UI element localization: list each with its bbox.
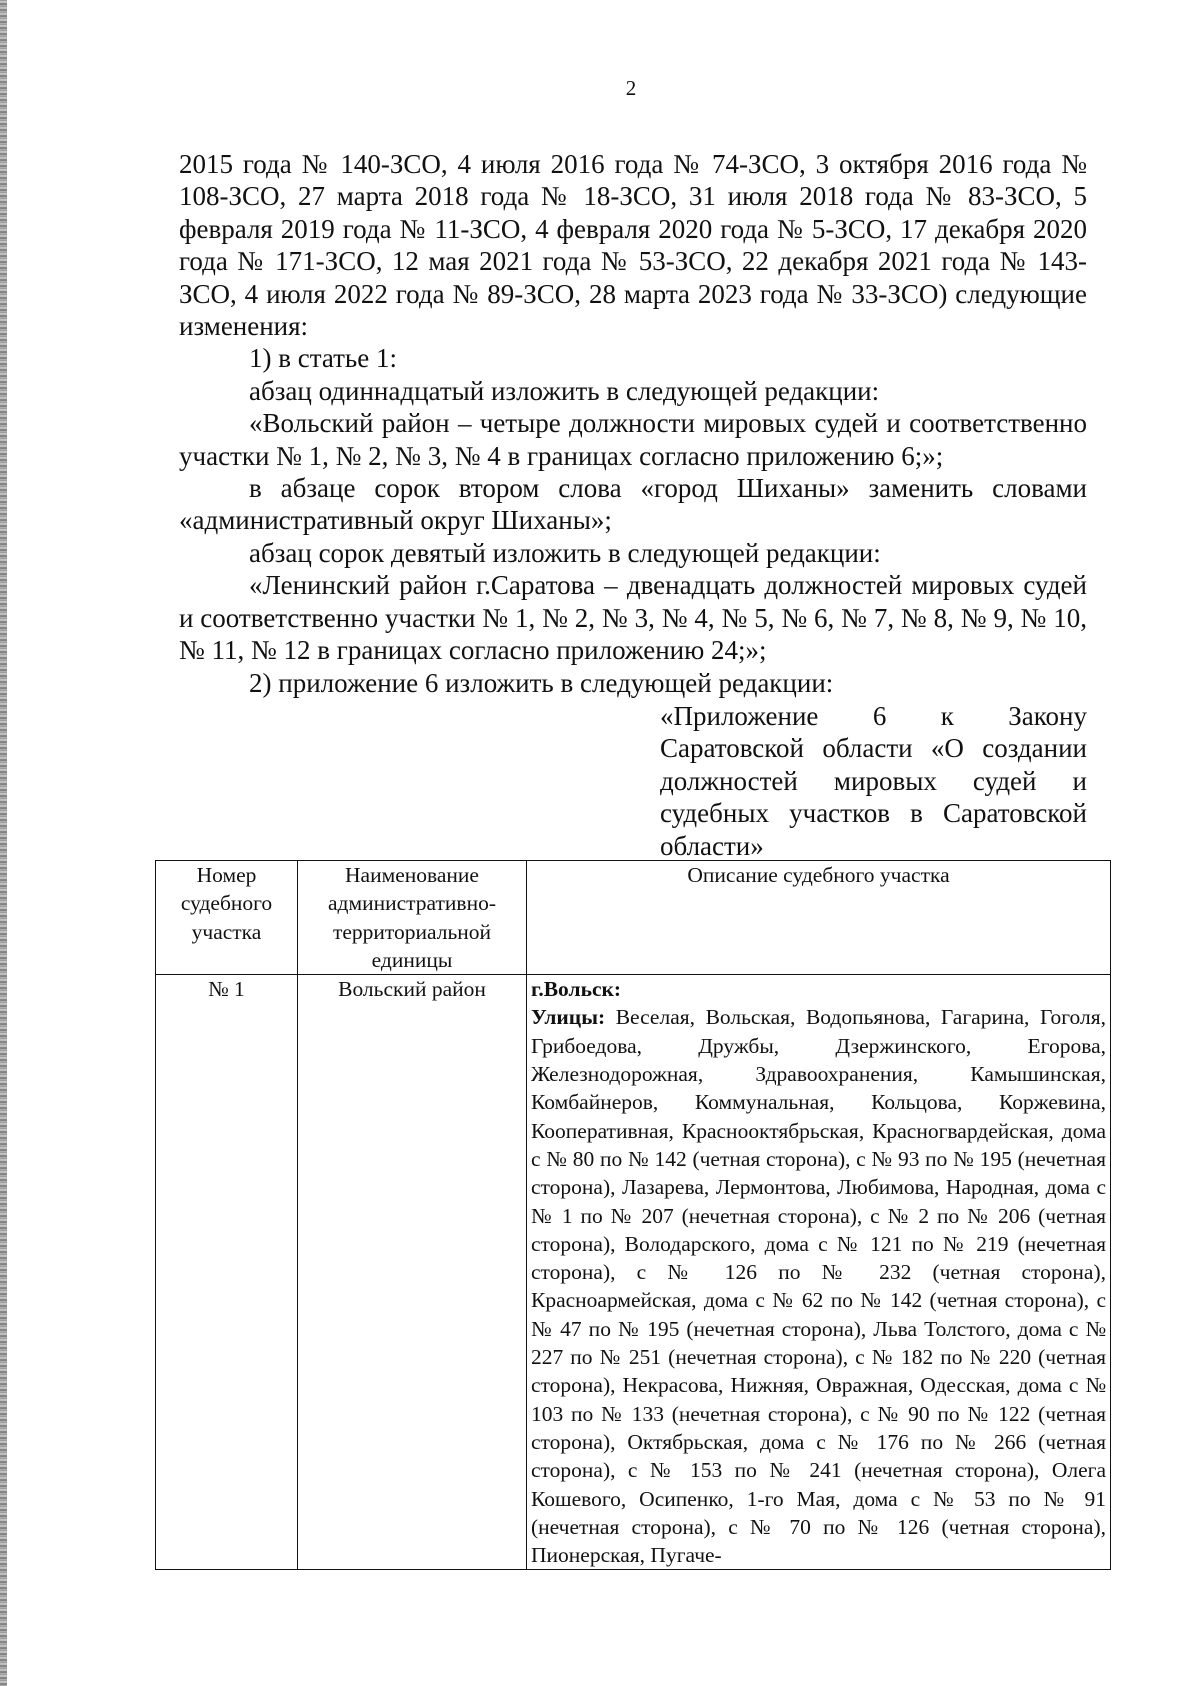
appendix-heading: «Приложение 6 к Закону Саратовской области «О создании должностей мировых судей и судебных участков в Саратовской области» (660, 701, 1087, 861)
law-amendment-text (179, 148, 1087, 699)
header-district-description: Описание судебного участка (527, 861, 1111, 975)
district-number-cell: № 1 (156, 975, 298, 1570)
table-row (156, 975, 1111, 1570)
paragraph-amended-laws-list: 2015 года № 140-ЗСО, 4 июля 2016 года № 74-ЗСО, 3 октября 2016 года № 108-ЗСО, 27 марта 2018 года № 18-ЗСО, 31 июля 2018 года № 83-ЗСО, 5 февраля 2019 года № 11-ЗСО, 4 февраля 2020 года № 5-ЗСО, 17 декабря 2020 года № 171-ЗСО, 12 мая 2021 года № 53-ЗСО, 22 декабря 2021 года № 143-ЗСО, 4 июля 2022 года № 89-ЗСО, 28 марта 2023 года № 33-ЗСО) следующие изменения: (179, 149, 1087, 342)
paragraph-leninsky-district: «Ленинский район г.Саратова – двенадцать должностей мировых судей и соответственно участки № 1, № 2, № 3, № 4, № 5, № 6, № 7, № 8, № 9, № 10, № 11, № 12 в границах согласно приложению 24;»; (179, 570, 1087, 666)
court-districts-table (155, 860, 1111, 1570)
table-header-row (156, 861, 1111, 975)
admin-unit-cell: Вольский район (298, 975, 527, 1570)
paragraph-shikhany: в абзаце сорок втором слова «город Шиханы» заменить словами «административный округ Шиханы»; (179, 473, 1087, 536)
description-city: г.Вольск: (531, 977, 622, 1002)
page-number: 2 (625, 76, 637, 100)
description-streets-label: Улицы: (531, 1005, 606, 1030)
district-description-cell (527, 975, 1111, 1570)
paragraph-eleventh-clause: абзац одиннадцатый изложить в следующей редакции: (249, 375, 880, 406)
paragraph-volsky-district: «Вольский район – четыре должности мировых судей и соответственно участки № 1, № 2, № 3, № 4 в границах согласно приложению 6;»; (179, 408, 1087, 471)
paragraph-appendix-6: 2) приложение 6 изложить в следующей редакции: (249, 667, 834, 698)
header-district-number: Номер судебного участка (156, 861, 298, 975)
header-admin-unit: Наименование административно-территориальной единицы (298, 861, 527, 975)
paragraph-forty-ninth-clause: абзац сорок девятый изложить в следующей редакции: (249, 537, 881, 568)
paragraph-article-1: 1) в статье 1: (249, 343, 397, 374)
scan-border (0, 0, 7, 1686)
description-streets-list: Веселая, Вольская, Водопьянова, Гагарина, Гоголя, Грибоедова, Дружбы, Дзержинского, Егорова, Железнодорожная, Здравоохранения, Камышинская, Комбайнеров, Коммунальная, Кольцова, Коржевина, Кооперативная, Краснооктябрьская, Красногвардейская, дома с № 80 по № 142 (четная сторона), с № 93 по № 195 (нечетная сторона), Лазарева, Лермонтова, Любимова, Народная, дома с № 1 по № 207 (нечетная сторона), с № 2 по № 206 (четная сторона), Володарского, дома с № 121 по № 219 (нечетная сторона), с № 126 по № 232 (четная сторона), Красноармейская, дома с № 62 по № 142 (четная сторона), с № 47 по № 195 (нечетная сторона), Льва Толстого, дома с № 227 по № 251 (нечетная сторона), с № 182 по № 220 (четная сторона), Некрасова, Нижняя, Овражная, Одесская, дома с № 103 по № 133 (нечетная сторона), с № 90 по № 122 (четная сторона), Октябрьская, дома с № 176 по № 266 (четная сторона), с № 153 по № 241 (нечетная сторона), Олега Кошевого, Осипенко, 1-го Мая, дома с № 53 по № 91 (нечетная сторона), с № 70 по № 126 (четная сторона), Пионерская, Пугаче- (531, 1005, 1106, 1568)
